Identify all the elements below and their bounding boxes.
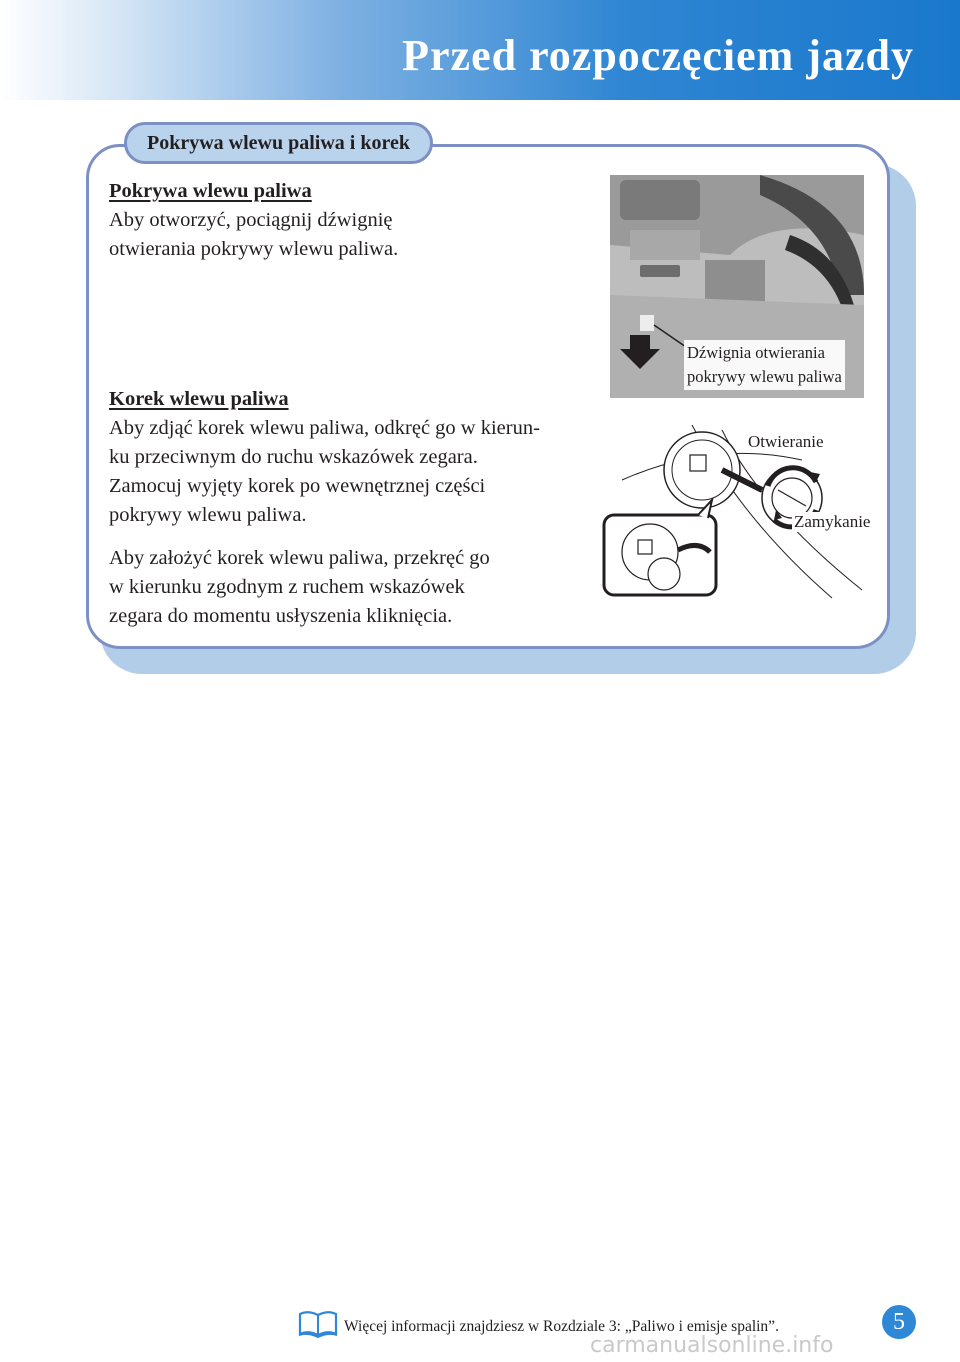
fuel-door-heading: Pokrywa wlewu paliwa (109, 180, 312, 202)
fuel-cap-install-text (109, 544, 490, 631)
text-line: Aby zdjąć korek wlewu paliwa, odkręć go w kierun- (109, 417, 540, 439)
footer-reference: Więcej informacji znajdziesz w Rozdziale 3: „Paliwo i emisje spalin”. (344, 1318, 779, 1335)
text-line: w kierunku zgodnym z ruchem wskazówek (109, 576, 465, 598)
text-line: zegara do momentu usłyszenia kliknięcia. (109, 605, 453, 627)
watermark: carmanualsonline.info (590, 1333, 834, 1358)
text-line: Aby założyć korek wlewu paliwa, przekręć go (109, 547, 490, 569)
photo-label (684, 340, 845, 390)
text-line: otwierania pokrywy wlewu paliwa. (109, 238, 399, 260)
fuel-cap-diagram (602, 420, 888, 600)
fuel-door-text (109, 206, 398, 264)
text-line: ku przeciwnym do ruchu wskazówek zegara. (109, 446, 478, 468)
text-line: Zamocuj wyjęty korek po wewnętrznej części (109, 475, 486, 497)
fuel-cap-heading: Korek wlewu paliwa (109, 388, 289, 410)
fuel-cap-illustration (602, 420, 888, 600)
open-label: Otwieranie (748, 432, 824, 451)
label-line: pokrywy wlewu paliwa (687, 367, 842, 386)
page-number: 5 (882, 1305, 916, 1339)
text-line: pokrywy wlewu paliwa. (109, 504, 307, 526)
text-line: Aby otworzyć, pociągnij dźwignię (109, 209, 393, 231)
close-label: Zamykanie (794, 512, 871, 531)
label-line: Dźwignia otwierania (687, 343, 825, 362)
book-icon (298, 1310, 338, 1338)
section-tab: Pokrywa wlewu paliwa i korek (124, 122, 433, 164)
down-arrow-icon (620, 335, 660, 369)
fuel-cap-removal-text (109, 414, 540, 530)
page-title: Przed rozpoczęciem jazdy (402, 31, 914, 80)
